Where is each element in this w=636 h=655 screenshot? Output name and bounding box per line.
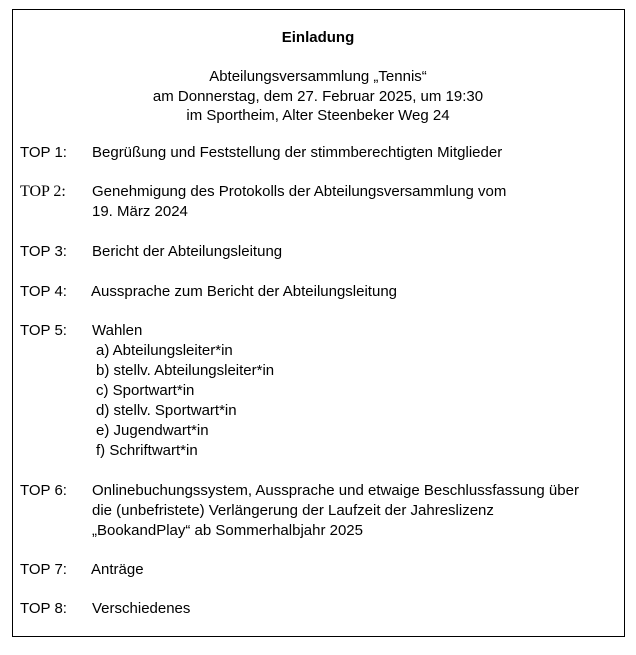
agenda-item-text	[92, 481, 620, 541]
election-list-item: f) Schriftwart*in	[96, 442, 198, 459]
agenda-item-line: Begrüßung und Feststellung der stimmberechtigten Mitglieder	[92, 144, 503, 161]
agenda-item-line: die (unbefristete) Verlängerung der Laufzeit der Jahreslizenz	[92, 502, 494, 519]
agenda-item-label: TOP 2:	[20, 183, 66, 200]
election-list-item: e) Jugendwart*in	[96, 422, 209, 439]
agenda-item-line: 19. März 2024	[92, 203, 188, 220]
meeting-date: am Donnerstag, dem 27. Februar 2025, um 19:30	[152, 88, 484, 105]
agenda-item-label: TOP 1:	[20, 144, 67, 161]
agenda-item-line: Onlinebuchungssystem, Aussprache und etwaige Beschlussfassung über	[92, 482, 579, 499]
agenda-item-line: Genehmigung des Protokolls der Abteilungsversammlung vom	[92, 183, 507, 200]
agenda-item-label: TOP 3:	[20, 243, 67, 260]
meeting-location: im Sportheim, Alter Steenbeker Weg 24	[186, 107, 450, 124]
agenda-item-line: „BookandPlay“ ab Sommerhalbjahr 2025	[92, 522, 363, 539]
election-list-item: c) Sportwart*in	[96, 382, 195, 399]
agenda-item-text	[91, 560, 619, 580]
agenda-item-text	[92, 599, 620, 619]
election-list	[96, 341, 620, 461]
agenda-item-label: TOP 7:	[20, 561, 67, 578]
agenda-item-label: TOP 5:	[20, 322, 67, 339]
agenda-item-text	[92, 321, 620, 461]
agenda-item-line: Verschiedenes	[92, 600, 191, 617]
agenda-item-line: Bericht der Abteilungsleitung	[92, 243, 283, 260]
document-title: Einladung	[281, 29, 355, 46]
agenda-item-label: TOP 6:	[20, 482, 67, 499]
agenda-item-text	[92, 242, 620, 262]
election-list-item: a) Abteilungsleiter*in	[96, 342, 233, 359]
meeting-name: Abteilungsversammlung „Tennis“	[209, 68, 427, 85]
agenda-item-line: Wahlen	[92, 322, 143, 339]
agenda-item-text	[91, 282, 619, 302]
agenda-item-text	[92, 182, 620, 222]
agenda-item-line: Aussprache zum Bericht der Abteilungsleitung	[91, 283, 398, 300]
agenda-item-text	[92, 143, 620, 163]
election-list-item: d) stellv. Sportwart*in	[96, 402, 237, 419]
election-list-item: b) stellv. Abteilungsleiter*in	[96, 362, 275, 379]
agenda-item-line: Anträge	[91, 561, 144, 578]
agenda-item-label: TOP 4:	[20, 283, 67, 300]
agenda-item-label: TOP 8:	[20, 600, 67, 617]
